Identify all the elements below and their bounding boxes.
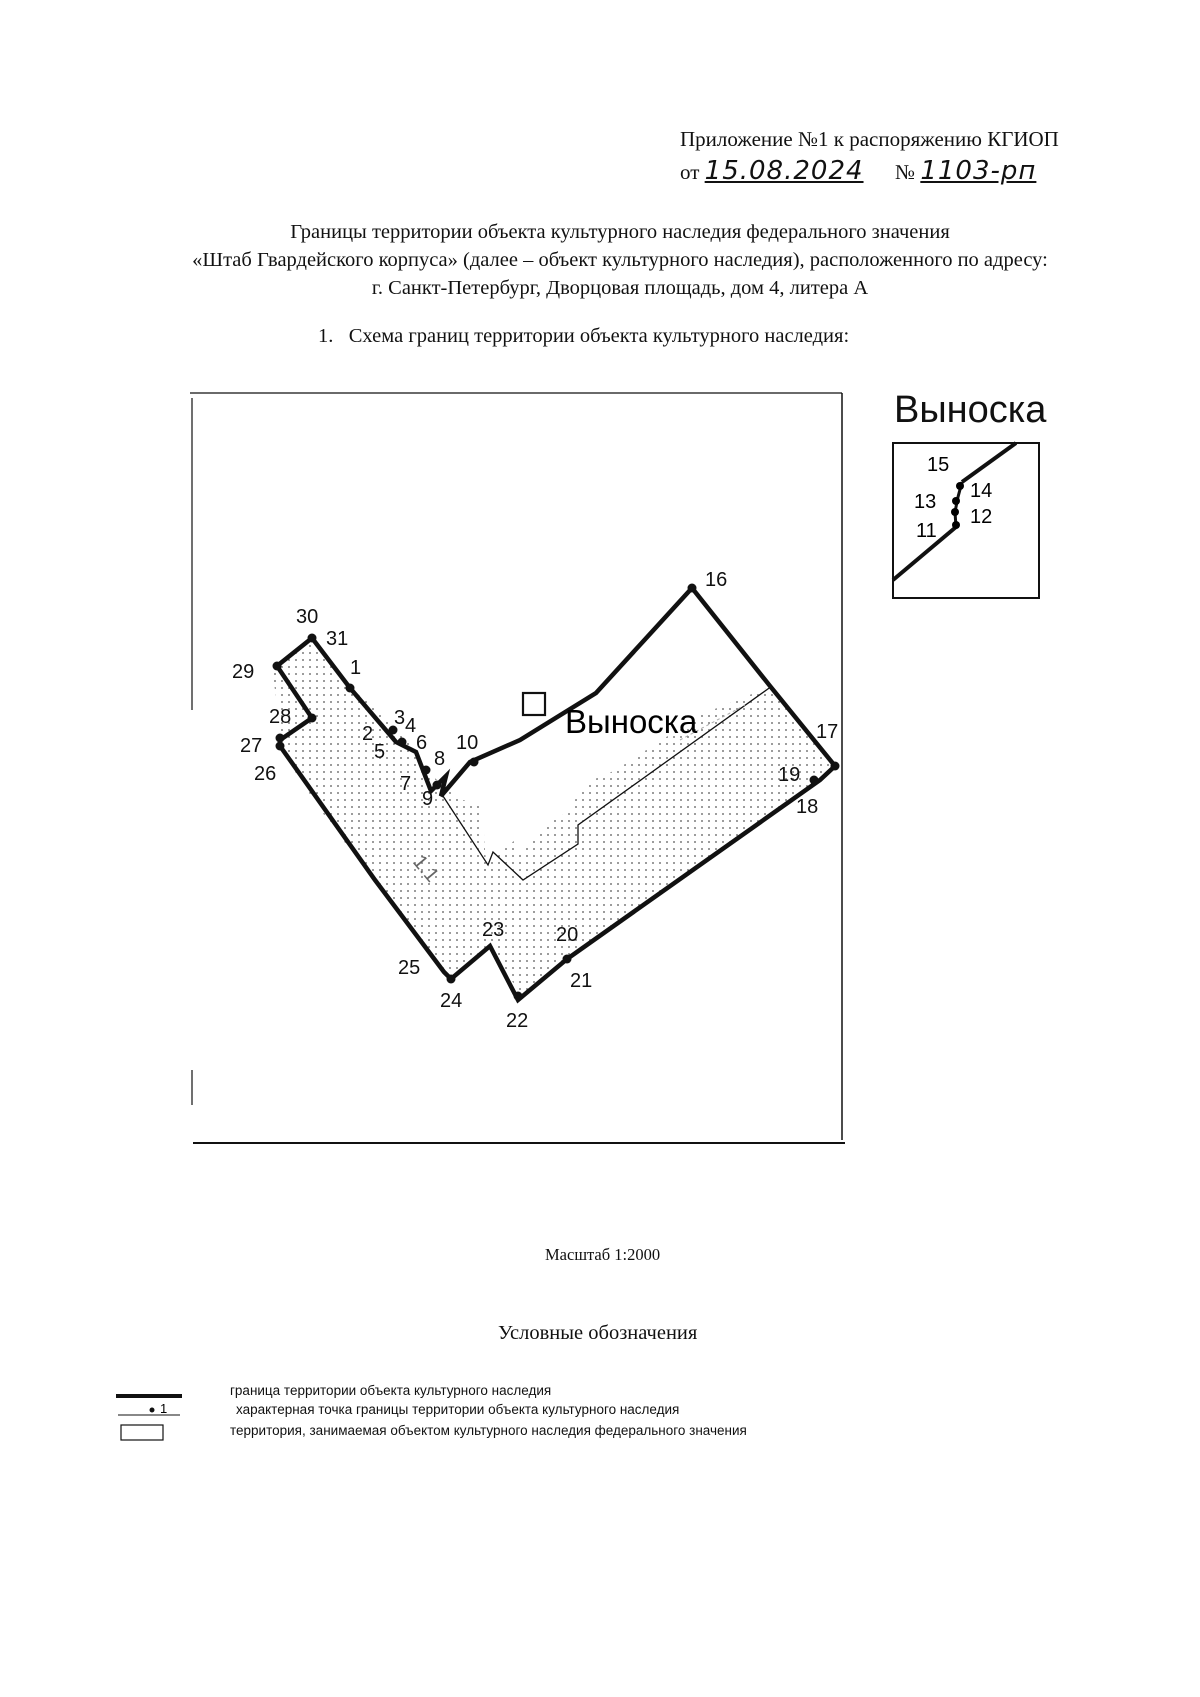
point-label: 9 [422, 788, 434, 810]
legend-point-number: 1 [160, 1401, 168, 1416]
point-marker [688, 584, 697, 593]
title-line-1: Границы территории объекта культурного наследия федерального значения [290, 221, 950, 243]
point-marker [398, 738, 407, 747]
point-marker [308, 714, 317, 723]
point-marker [422, 766, 431, 775]
number-label: № [895, 160, 916, 184]
point-label: 28 [269, 706, 292, 728]
title-line-3: г. Санкт-Петербург, Дворцовая площадь, дом 4, литера А [371, 277, 869, 299]
legend-symbols [116, 1396, 182, 1440]
point-marker [273, 662, 282, 671]
point-label: 1 [350, 657, 362, 679]
point-label: 17 [816, 721, 839, 743]
point-marker [563, 955, 572, 964]
point-marker [346, 684, 355, 693]
inset-frame [893, 443, 1039, 598]
point-label: 18 [796, 796, 819, 818]
point-marker [470, 758, 479, 767]
point-marker [952, 521, 960, 529]
point-marker [514, 992, 523, 1001]
order-date: 15.08.2024 [704, 156, 864, 186]
point-label: 11 [916, 520, 937, 542]
point-label: 16 [705, 569, 728, 591]
point-label: 22 [506, 1010, 529, 1032]
point-marker [308, 634, 317, 643]
map-scale: Масштаб 1:2000 [545, 1245, 661, 1264]
point-label: 2 [362, 723, 374, 745]
inset-boundary [962, 443, 1016, 482]
point-label: 14 [970, 480, 993, 502]
legend-item-point: характерная точка границы территории объекта культурного наследия [236, 1402, 680, 1417]
point-label: 6 [416, 732, 428, 754]
point-label: 19 [778, 764, 801, 786]
inset-title: Выноска [894, 389, 1047, 431]
point-marker [956, 482, 964, 490]
point-label: 31 [326, 628, 349, 650]
point-marker [447, 975, 456, 984]
point-label: 15 [927, 454, 950, 476]
point-label: 26 [254, 763, 277, 785]
heritage-object-area [272, 638, 835, 995]
legend-item-boundary: граница территории объекта культурного наследия [230, 1383, 552, 1398]
legend-point-symbol [150, 1408, 155, 1413]
point-label: 24 [440, 990, 463, 1012]
point-marker [810, 776, 819, 785]
point-label: 8 [434, 748, 446, 770]
point-label: 3 [394, 707, 406, 729]
point-label: 7 [400, 773, 412, 795]
point-label: 23 [482, 919, 505, 941]
point-marker [951, 508, 959, 516]
point-marker [952, 497, 960, 505]
point-marker [433, 781, 442, 790]
annex-label: Приложение №1 к распоряжению КГИОП [680, 127, 1059, 151]
point-label: 29 [232, 661, 255, 683]
callout-square [523, 693, 545, 715]
point-label: 10 [456, 732, 479, 754]
legend-area-symbol [121, 1425, 163, 1440]
point-label: 12 [970, 506, 993, 528]
section-heading-text: Схема границ территории объекта культурного наследия: [348, 325, 850, 347]
point-label: 5 [374, 741, 386, 763]
callout-label: Выноска [565, 703, 698, 740]
point-label: 25 [398, 957, 421, 979]
point-label: 30 [296, 606, 319, 628]
point-marker [276, 742, 285, 751]
section-number: 1. [318, 325, 334, 347]
legend-title: Условные обозначения [498, 1322, 698, 1344]
zone-label: 1.1 [408, 851, 443, 887]
inset-callout [893, 389, 1047, 598]
point-marker [831, 762, 840, 771]
legend-item-area: территория, занимаемая объектом культурного наследия федерального значения [230, 1423, 747, 1438]
point-label: 20 [556, 924, 579, 946]
order-number: 1103-рп [920, 156, 1037, 186]
point-label: 4 [405, 715, 417, 737]
point-label: 13 [914, 491, 937, 513]
from-label: от [680, 160, 700, 184]
title-line-2: «Штаб Гвардейского корпуса» (далее – объект культурного наследия), расположенного по адресу: [192, 249, 1048, 271]
point-marker [276, 734, 285, 743]
point-label: 27 [240, 735, 263, 757]
point-label: 21 [570, 970, 593, 992]
